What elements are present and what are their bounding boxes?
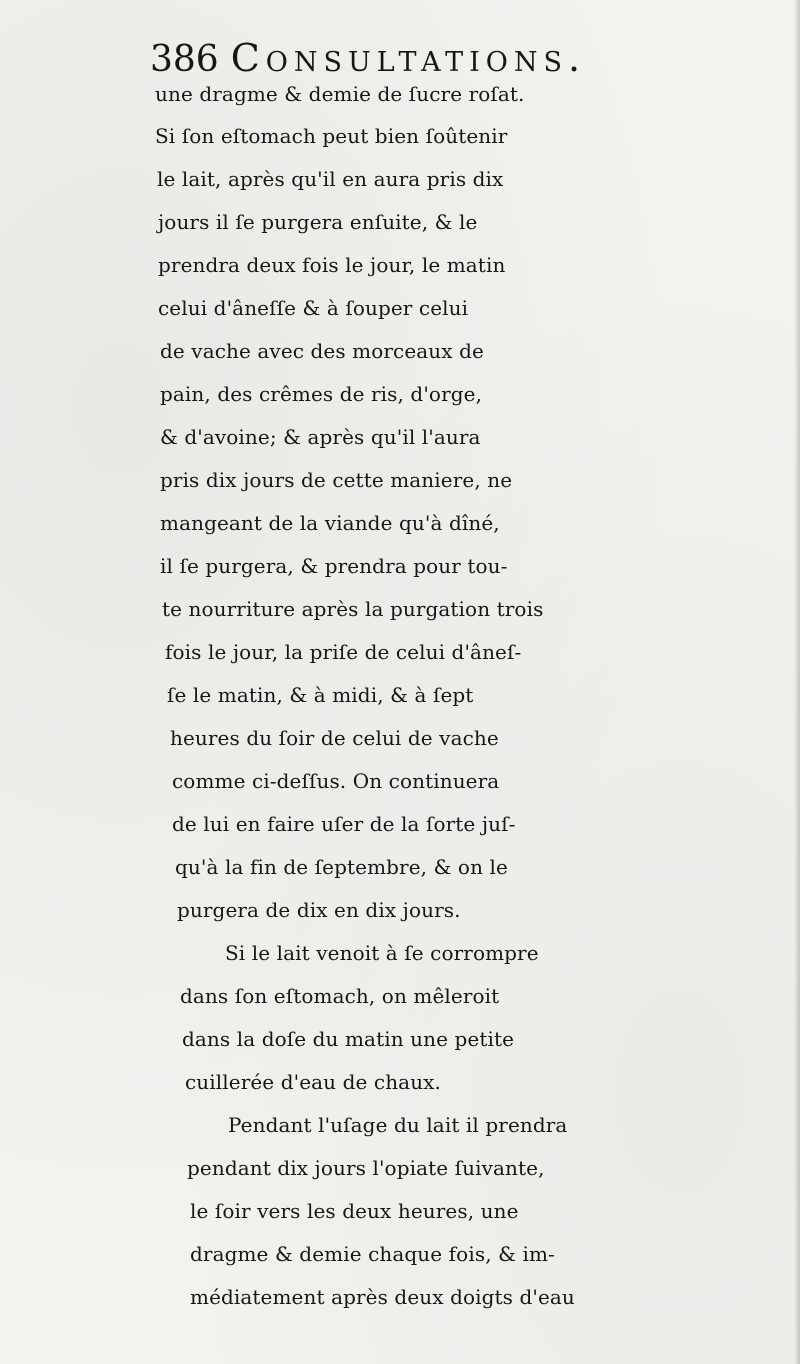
text-line: dragme & demie chaque fois, & im-	[190, 1242, 555, 1266]
text-line: cuillerée d'eau de chaux.	[185, 1070, 442, 1094]
text-line: mangeant de la viande qu'à dîné,	[160, 511, 500, 535]
text-line: médiatement après deux doigts d'eau	[190, 1285, 575, 1309]
text-line: pris dix jours de cette maniere, ne	[160, 468, 513, 492]
text-line: de lui en faire uſer de la ſorte juſ-	[172, 812, 516, 836]
text-line: le lait, après qu'il en aura pris dix	[157, 167, 504, 191]
text-line: purgera de dix en dix jours.	[177, 898, 461, 922]
text-line: comme ci-deſſus. On continuera	[172, 769, 500, 793]
text-line: & d'avoine; & après qu'il l'aura	[160, 425, 481, 449]
text-line: le ſoir vers les deux heures, une	[190, 1199, 519, 1223]
running-head: Consultations.	[230, 36, 587, 80]
text-line: ſe le matin, & à midi, & à ſept	[167, 683, 474, 707]
text-line: Pendant l'uſage du lait il prendra	[228, 1113, 568, 1137]
text-line: dans ſon eſtomach, on mêleroit	[180, 984, 500, 1008]
text-line: fois le jour, la priſe de celui d'âneſ-	[165, 640, 522, 664]
text-line: il ſe purgera, & prendra pour tou-	[160, 554, 508, 578]
text-line: une dragme & demie de ſucre roſat.	[155, 82, 525, 106]
text-line: jours il ſe purgera enſuite, & le	[158, 210, 478, 234]
text-line: de vache avec des morceaux de	[160, 339, 484, 363]
text-line: qu'à la fin de ſeptembre, & on le	[175, 855, 508, 879]
text-line: te nourriture après la purgation trois	[162, 597, 544, 621]
text-line: Si ſon eſtomach peut bien ſoûtenir	[155, 124, 508, 148]
text-line: heures du ſoir de celui de vache	[170, 726, 499, 750]
text-line: pain, des crêmes de ris, d'orge,	[160, 382, 483, 406]
page-number: 386	[150, 39, 219, 80]
text-line: Si le lait venoit à ſe corrompre	[225, 941, 539, 965]
text-line: pendant dix jours l'opiate ſuivante,	[187, 1156, 545, 1180]
text-line: prendra deux fois le jour, le matin	[158, 253, 506, 277]
text-line: dans la doſe du matin une petite	[182, 1027, 515, 1051]
text-line: celui d'âneſſe & à ſouper celui	[158, 296, 469, 320]
